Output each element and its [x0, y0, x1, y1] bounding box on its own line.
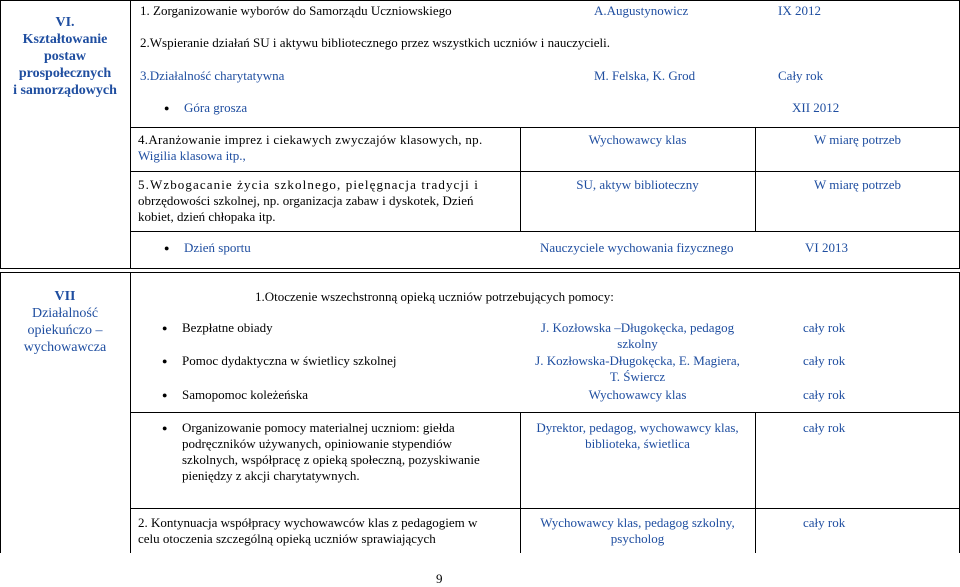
- task-text: Pomoc dydaktyczna w świetlicy szkolnej: [182, 353, 397, 368]
- date-text: cały rok: [803, 320, 846, 335]
- task-line: Wigilia klasowa itp.,: [138, 148, 246, 163]
- task-text: 3.Działalność charytatywna: [140, 68, 285, 83]
- task-cell: [138, 132, 516, 164]
- section-heading-line: Działalność: [31, 306, 99, 321]
- responsible-text: Wychowawcy klas: [588, 387, 687, 402]
- table-border-left-vii: [0, 272, 1, 553]
- table-border-left: [0, 0, 1, 268]
- responsible-text: Wychowawcy klas: [588, 132, 687, 147]
- section-heading-vii: [2, 288, 128, 356]
- responsible-text: M. Felska, K. Grod: [594, 68, 696, 83]
- responsible-line: biblioteka, świetlica: [585, 436, 690, 451]
- date-text: VI 2013: [805, 240, 848, 255]
- task-line: kobiet, dzień chłopaka itp.: [138, 209, 276, 224]
- bullet-icon: ●: [164, 243, 170, 253]
- responsible-line: T. Świercz: [609, 369, 666, 384]
- section-heading-line: wychowawcza: [23, 340, 107, 355]
- date-text: cały rok: [803, 387, 846, 402]
- section-heading-line: VII: [54, 289, 76, 304]
- responsible-line: psycholog: [610, 531, 665, 546]
- bullet-icon: ●: [162, 356, 168, 366]
- responsible-text: SU, aktyw biblioteczny: [576, 177, 699, 192]
- task-line: 2. Kontynuacja współpracy wychowawców klas z pedagogiem w: [138, 515, 478, 530]
- bullet-icon: ●: [164, 103, 170, 113]
- responsible-line: J. Kozłowska –Długokęcka, pedagog: [540, 320, 735, 335]
- table-border-bottom-vi: [0, 268, 960, 269]
- task-line: Organizowanie pomocy materialnej uczniom: giełda: [182, 420, 455, 435]
- responsible-cell: [520, 320, 755, 352]
- row-separator: [130, 412, 960, 413]
- section-heading-line: i samorządowych: [13, 83, 117, 98]
- responsible-text: A.Augustynowicz: [594, 3, 689, 18]
- table-border-top: [0, 0, 960, 1]
- bullet-icon: ●: [162, 323, 168, 333]
- row-separator: [130, 171, 960, 172]
- section-heading-vi: [2, 14, 128, 99]
- task-text: 1.Otoczenie wszechstronną opieką uczniów potrzebujących pomocy:: [255, 289, 614, 304]
- page-number: 9: [436, 571, 443, 586]
- responsible-cell: [520, 353, 755, 385]
- section-divider-vi: [130, 0, 131, 268]
- column-divider: [755, 412, 756, 553]
- task-text: Dzień sportu: [184, 240, 251, 255]
- date-text: W miarę potrzeb: [813, 132, 902, 147]
- date-text: W miarę potrzeb: [813, 177, 902, 192]
- responsible-line: Dyrektor, pedagog, wychowawcy klas,: [536, 420, 739, 435]
- task-line: szkolnych, współpracę z opieką społeczną, pozyskiwanie: [182, 452, 480, 467]
- task-line: pieniędzy z akcji charytatywnych.: [182, 468, 360, 483]
- responsible-cell: [520, 420, 755, 452]
- task-cell: [182, 420, 518, 484]
- task-text: 1. Zorganizowanie wyborów do Samorządu Uczniowskiego: [140, 3, 452, 18]
- bullet-icon: ●: [162, 423, 168, 433]
- date-text: XII 2012: [792, 100, 840, 115]
- responsible-line: Wychowawcy klas, pedagog szkolny,: [540, 515, 735, 530]
- task-text: Samopomoc koleżeńska: [182, 387, 308, 402]
- task-line: podręczników używanych, opiniowanie stypendiów: [182, 436, 453, 451]
- task-text: Góra grosza: [184, 100, 248, 115]
- responsible-cell: [520, 515, 755, 547]
- table-border-top-vii: [0, 272, 960, 273]
- row-separator: [130, 127, 960, 128]
- task-line: obrzędowości szkolnej, np. organizacja zabaw i dyskotek, Dzień: [138, 193, 474, 208]
- task-cell: [138, 515, 518, 547]
- date-text: Cały rok: [778, 68, 824, 83]
- task-line: 4.Aranżowanie imprez i ciekawych zwyczajów klasowych, np.: [138, 132, 483, 147]
- responsible-text: Nauczyciele wychowania fizycznego: [540, 240, 734, 255]
- date-text: IX 2012: [778, 3, 821, 18]
- responsible-line: J. Kozłowska-Długokęcka, E. Magiera,: [535, 353, 740, 368]
- section-heading-line: VI.: [55, 15, 75, 30]
- task-text: Bezpłatne obiady: [182, 320, 273, 335]
- date-text: cały rok: [803, 515, 846, 530]
- task-text: 2.Wspieranie działań SU i aktywu bibliotecznego przez wszystkich uczniów i nauczycieli.: [140, 35, 610, 50]
- section-heading-line: opiekuńczo –: [27, 323, 103, 338]
- task-line: 5.Wzbogacanie życia szkolnego, pielęgnacja tradycji i: [138, 177, 479, 192]
- row-separator: [130, 508, 960, 509]
- date-text: cały rok: [803, 353, 846, 368]
- bullet-icon: ●: [162, 390, 168, 400]
- section-heading-line: postaw: [43, 49, 86, 64]
- responsible-line: szkolny: [617, 336, 658, 351]
- section-heading-line: Kształtowanie: [22, 32, 108, 47]
- task-line: celu otoczenia szczególną opieką uczniów sprawiających: [138, 531, 436, 546]
- task-cell: [138, 177, 516, 225]
- date-text: cały rok: [803, 420, 846, 435]
- row-separator: [130, 231, 960, 232]
- section-heading-line: prospołecznych: [18, 66, 112, 81]
